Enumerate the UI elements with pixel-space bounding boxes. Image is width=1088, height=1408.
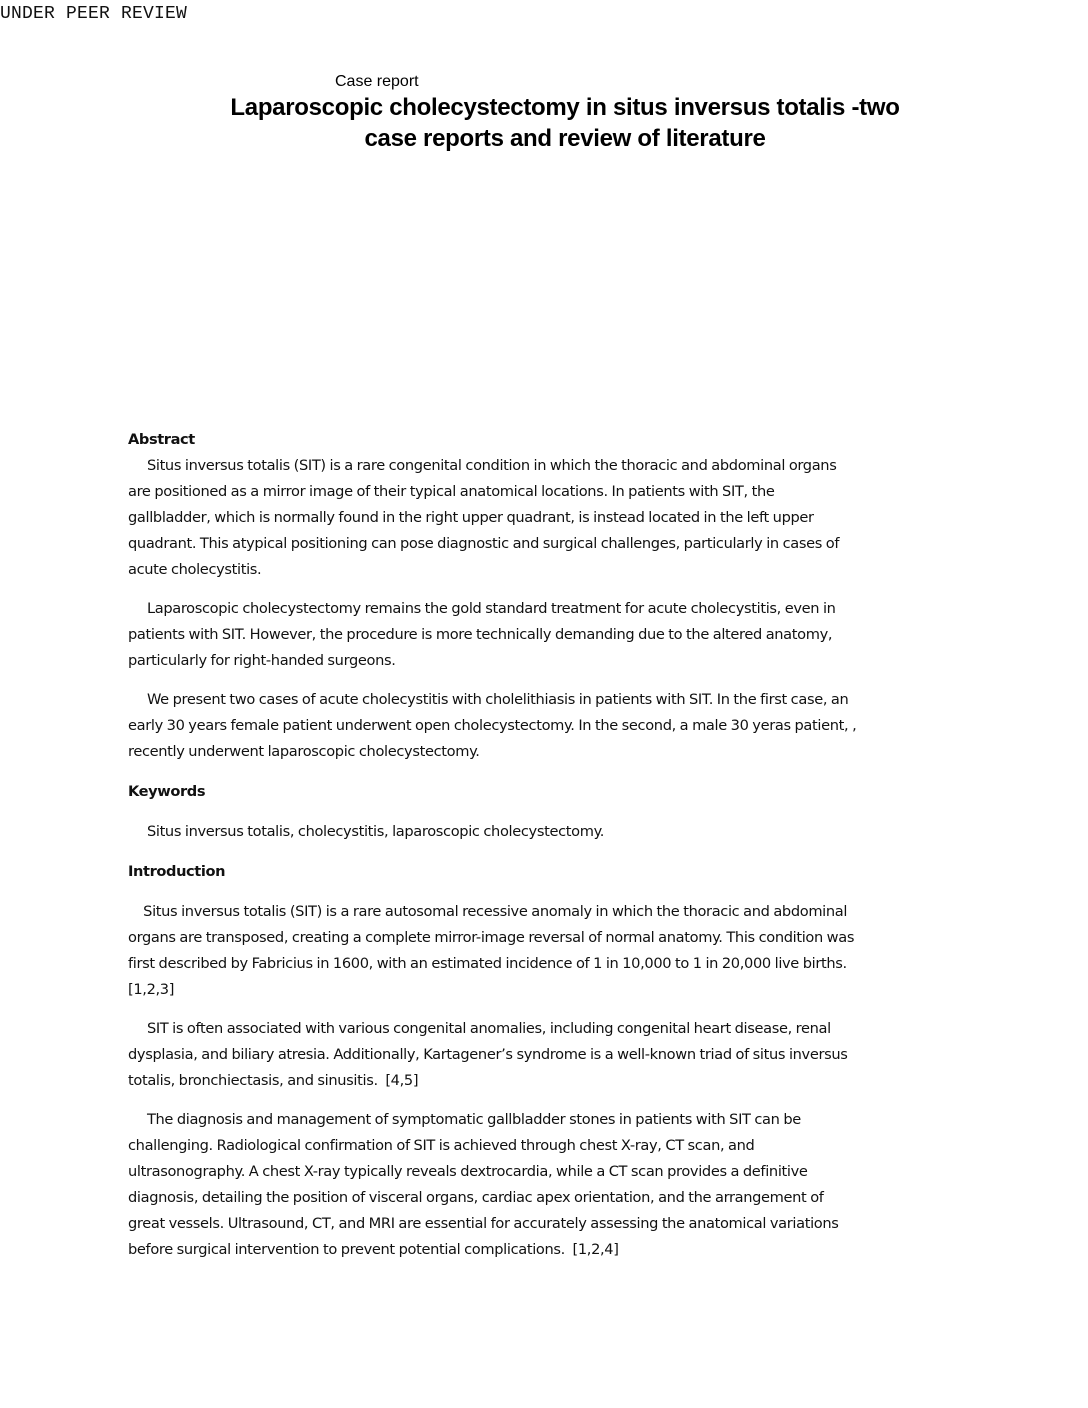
text-line: Laparoscopic cholecystectomy remains the gold standard treatment for acute cholecystitis, even in xyxy=(128,600,836,617)
title-line: Laparoscopic cholecystectomy in situs inversus totalis -two xyxy=(230,94,900,121)
text-line: totalis, bronchiectasis, and sinusitis. [4,5] xyxy=(128,1072,419,1089)
text-line: diagnosis, detailing the position of visceral organs, cardiac apex orientation, and the arrangement of xyxy=(128,1189,824,1206)
text-line: challenging. Radiological confirmation of SIT is achieved through chest X-ray, CT scan, and xyxy=(128,1137,755,1154)
text-line: Situs inversus totalis (SIT) is a rare congenital condition in which the thoracic and abdominal organs xyxy=(128,457,837,474)
text-line: The diagnosis and management of symptomatic gallbladder stones in patients with SIT can be xyxy=(128,1111,801,1128)
text-line: SIT is often associated with various congenital anomalies, including congenital heart disease, renal xyxy=(128,1020,831,1037)
keywords-heading: Keywords xyxy=(128,783,206,800)
text-line: organs are transposed, creating a complete mirror-image reversal of normal anatomy. This condition was xyxy=(128,929,855,946)
text-line: recently underwent laparoscopic cholecystectomy. xyxy=(128,743,480,760)
text-line: ultrasonography. A chest X-ray typically reveals dextrocardia, while a CT scan provides a definitive xyxy=(128,1163,808,1180)
abstract-heading: Abstract xyxy=(128,431,195,448)
text-line: particularly for right-handed surgeons. xyxy=(128,652,396,669)
text-line: Situs inversus totalis (SIT) is a rare autosomal recessive anomaly in which the thoracic and abdominal xyxy=(128,903,848,920)
text-line: We present two cases of acute cholecystitis with cholelithiasis in patients with SIT. In the first case, an xyxy=(128,691,849,708)
keywords-text: Situs inversus totalis, cholecystitis, laparoscopic cholecystectomy. xyxy=(128,823,605,840)
text-line: quadrant. This atypical positioning can pose diagnostic and surgical challenges, particularly in cases of xyxy=(128,535,840,552)
paper-title xyxy=(190,92,940,154)
article-type-label: Case report xyxy=(335,73,419,90)
text-line: great vessels. Ultrasound, CT, and MRI are essential for accurately assessing the anatomical variations xyxy=(128,1215,839,1232)
text-line: before surgical intervention to prevent potential complications. [1,2,4] xyxy=(128,1241,619,1258)
text-line: early 30 years female patient underwent open cholecystectomy. In the second, a male 30 yeras patient, , xyxy=(128,717,857,734)
peer-review-watermark: UNDER PEER REVIEW xyxy=(0,4,188,24)
text-line: dysplasia, and biliary atresia. Additionally, Kartagener’s syndrome is a well-known triad of situs inversus xyxy=(128,1046,848,1063)
title-line: case reports and review of literature xyxy=(364,125,766,152)
text-line: acute cholecystitis. xyxy=(128,561,262,578)
introduction-heading: Introduction xyxy=(128,863,226,880)
text-line: gallbladder, which is normally found in the right upper quadrant, is instead located in the left upper xyxy=(128,509,814,526)
text-line: first described by Fabricius in 1600, with an estimated incidence of 1 in 10,000 to 1 in 20,000 live births. xyxy=(128,955,847,972)
text-line: [1,2,3] xyxy=(128,981,175,998)
text-line: patients with SIT. However, the procedure is more technically demanding due to the altered anatomy, xyxy=(128,626,833,643)
text-line: are positioned as a mirror image of their typical anatomical locations. In patients with SIT, the xyxy=(128,483,775,500)
